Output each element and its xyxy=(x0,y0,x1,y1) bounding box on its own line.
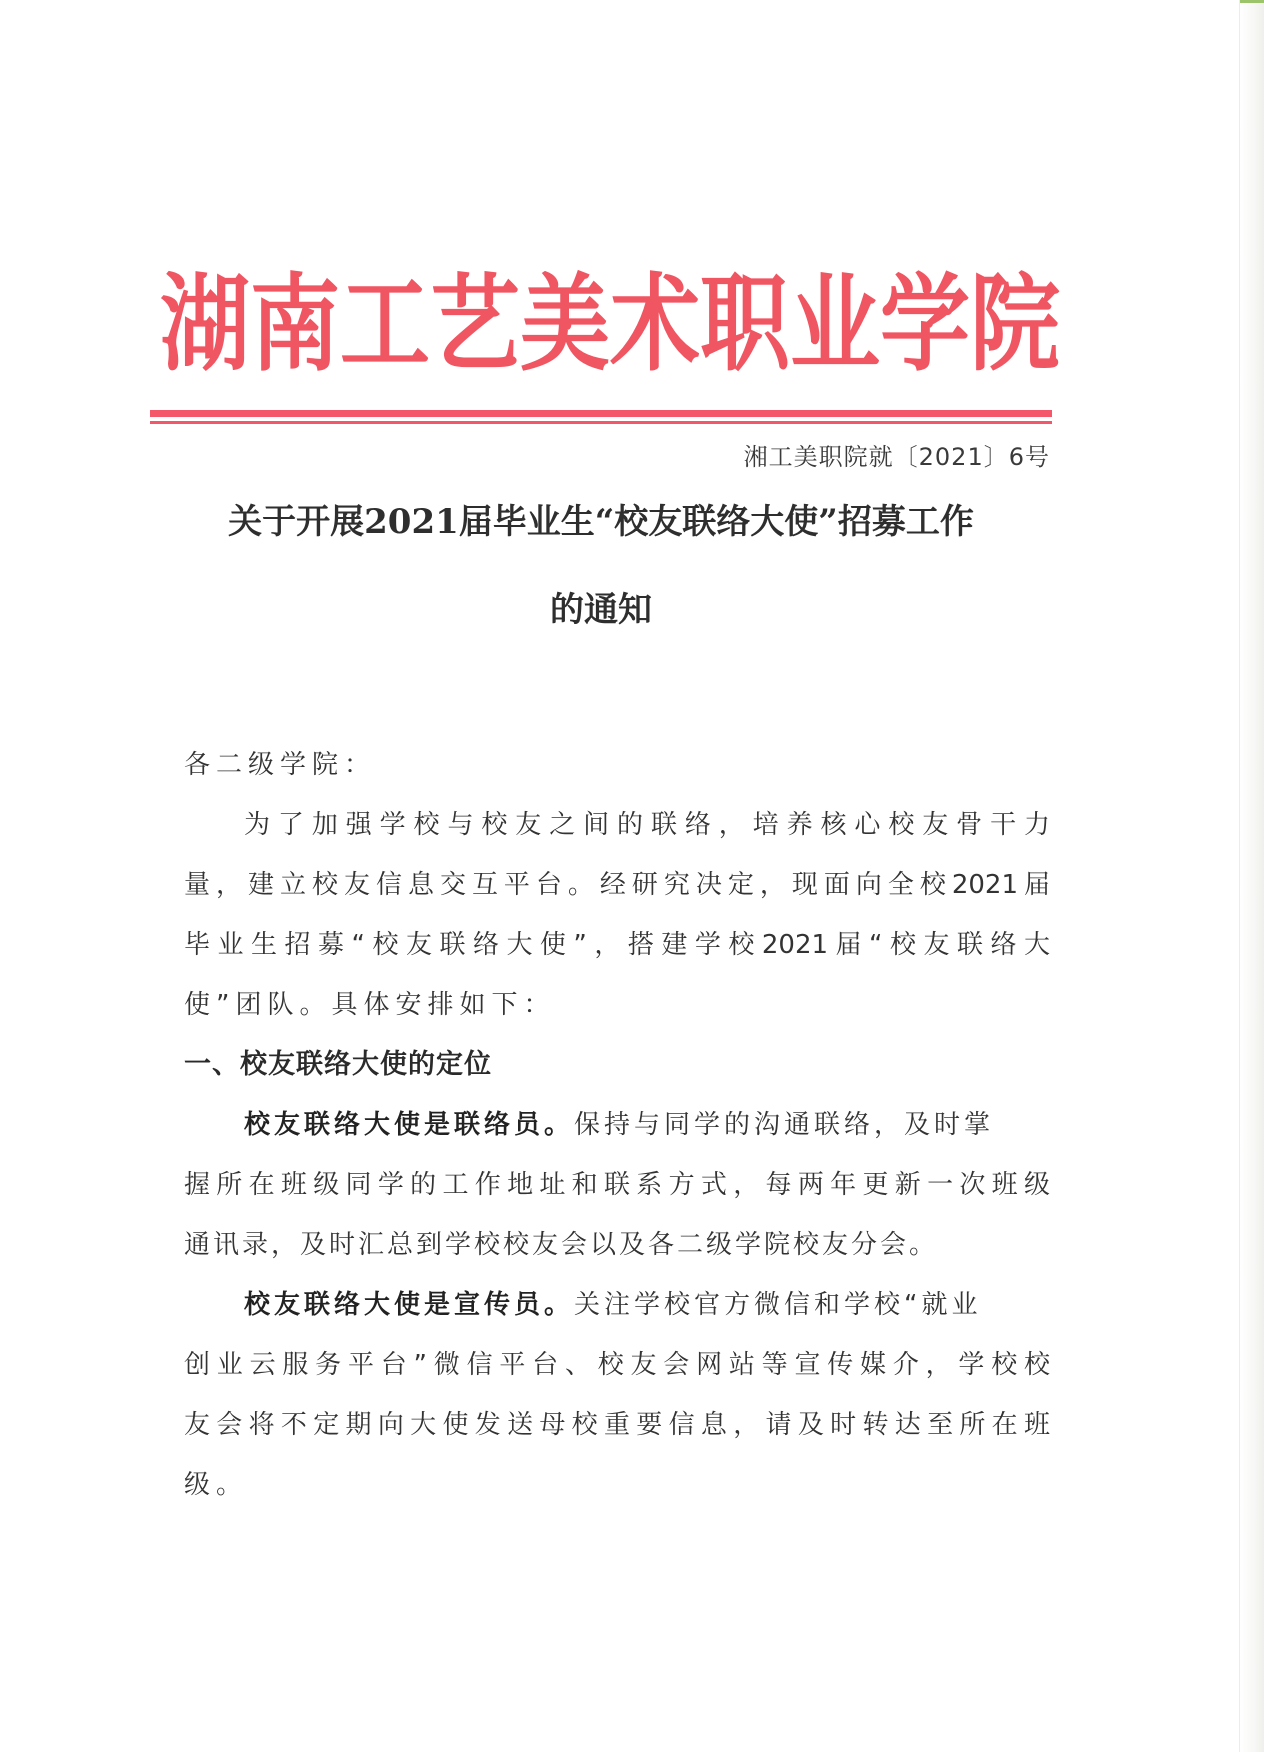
section-item-lead: 校友联络大使是联络员。 xyxy=(244,1110,575,1140)
scan-corner-mark xyxy=(1240,0,1264,3)
letterhead-char: 艺 xyxy=(430,262,520,386)
letterhead-institution-name xyxy=(160,262,1060,387)
letterhead-char: 术 xyxy=(610,262,700,386)
letterhead-char: 职 xyxy=(700,262,790,386)
section-item-line: 握所在班级同学的工作地址和联系方式，每两年更新一次班级 xyxy=(184,1170,1050,1200)
letterhead-char: 湖 xyxy=(160,262,250,386)
section-item-first-line xyxy=(244,1108,1050,1142)
letterhead-char: 学 xyxy=(880,262,970,386)
section-heading: 一、校友联络大使的定位 xyxy=(184,1049,492,1080)
section-item-text: 关注学校官方微信和学校“就业 xyxy=(574,1290,982,1320)
section-item-first-line xyxy=(244,1288,1050,1322)
section-item-line: 创业云服务平台”微信平台、校友会网站等宣传媒介，学校校 xyxy=(184,1350,1050,1380)
letterhead-char: 美 xyxy=(520,262,610,386)
intro-line: 使”团队。具体安排如下： xyxy=(184,990,556,1020)
document-number: 湘工美职院就〔2021〕6号 xyxy=(743,443,1050,471)
letterhead-char: 院 xyxy=(970,262,1060,386)
section-item-line: 通讯录，及时汇总到学校校友会以及各二级学院校友分会。 xyxy=(184,1230,939,1260)
salutation: 各二级学院： xyxy=(184,750,377,780)
letterhead-divider-thick xyxy=(150,410,1052,417)
section-item-line: 级。 xyxy=(184,1470,249,1500)
section-item-text: 保持与同学的沟通联络，及时掌 xyxy=(574,1110,995,1140)
intro-line: 毕业生招募“校友联络大使”，搭建学校2021届“校友联络大 xyxy=(184,930,1050,960)
section-item-lead: 校友联络大使是宣传员。 xyxy=(244,1290,575,1320)
document-title-line-2: 的通知 xyxy=(550,590,652,630)
letterhead-char: 业 xyxy=(790,262,880,386)
section-item-line: 友会将不定期向大使发送母校重要信息，请及时转达至所在班 xyxy=(184,1410,1050,1440)
document-title-line-1: 关于开展2021届毕业生“校友联络大使”招募工作 xyxy=(228,502,974,542)
letterhead-divider-thin xyxy=(150,421,1052,424)
scan-edge xyxy=(1239,0,1264,1752)
letterhead-char: 工 xyxy=(340,262,430,386)
intro-line: 为了加强学校与校友之间的联络，培养核心校友骨干力 xyxy=(244,810,1050,840)
intro-line: 量，建立校友信息交互平台。经研究决定，现面向全校2021届 xyxy=(184,870,1050,900)
letterhead-char: 南 xyxy=(250,262,340,386)
